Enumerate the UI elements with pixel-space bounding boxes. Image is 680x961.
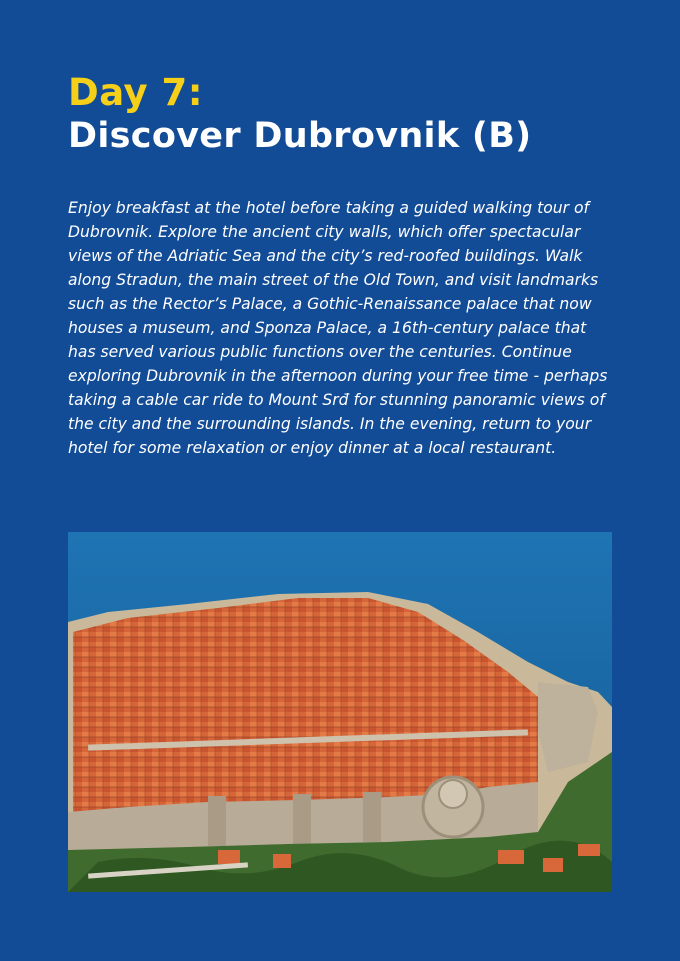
wall-tower-1 [208,796,226,846]
itinerary-description: Enjoy breakfast at the hotel before taking a guided walking tour of Dubrovnik. Explore the ancient city walls, which offer spectacular views of the Adriatic Sea and the city’s red-roofed buildings. Walk along Stradun, the main street of the Old Town, and visit landmarks such as the Rector’s Palace, a Gothic-Renaissance palace that now houses a museum, and Sponza Palace, a 16th-century palace that has served various public functions over the centuries. Continue exploring Dubrovnik in the afternoon during your free time - perhaps taking a cable car ride to Mount Srđ for stunning panoramic views of the city and the surrounding islands. In the evening, return to your hotel for some relaxation or enjoy dinner at a local restaurant. [68,199,608,457]
wall-tower-2 [293,794,311,844]
house-3 [498,850,524,864]
day-heading [68,72,628,158]
house-2 [273,854,291,868]
house-1 [218,850,240,864]
day-title: Discover Dubrovnik (B) [68,116,532,156]
house-5 [578,844,600,856]
wall-tower-3 [363,792,381,842]
day-number-label: Day 7: [68,71,204,114]
dubrovnik-aerial-photo [68,532,612,892]
house-4 [543,858,563,872]
